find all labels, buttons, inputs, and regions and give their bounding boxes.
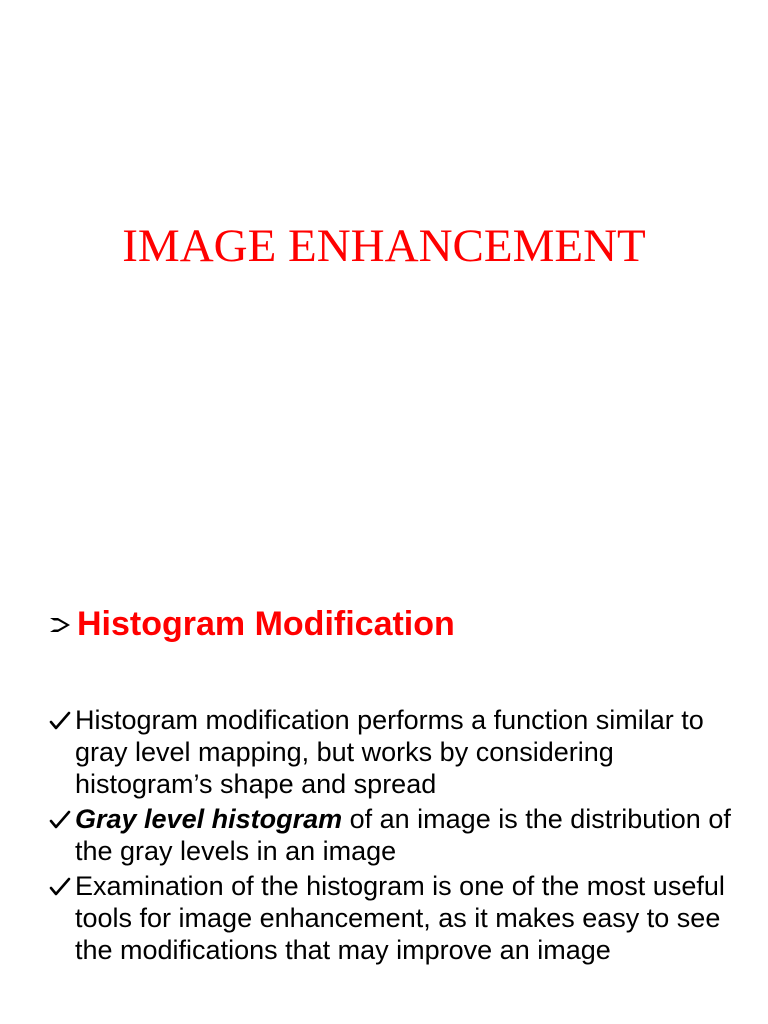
section-heading-text: Histogram Modification	[77, 605, 455, 643]
check-icon	[48, 803, 74, 835]
bullet-item	[48, 803, 748, 867]
bullet-item	[48, 870, 748, 966]
arrow-bullet-icon	[47, 604, 77, 644]
bullet-item	[48, 704, 748, 800]
check-icon	[48, 704, 74, 736]
bullet-text: Examination of the histogram is one of the most useful tools for image enhancement, as it makes easy to see the modifications that may improve an image	[75, 871, 725, 965]
section-heading	[47, 604, 455, 644]
slide-title: IMAGE ENHANCEMENT	[122, 220, 646, 272]
bullet-list	[48, 704, 748, 969]
check-icon	[48, 870, 74, 902]
bullet-emphasis: Gray level histogram	[75, 804, 343, 834]
bullet-text: Histogram modification performs a function similar to gray level mapping, but works by considering histogram’s shape and spread	[75, 705, 704, 799]
bullet-text: of an image is the distribution of the gray levels in an image	[75, 804, 731, 866]
